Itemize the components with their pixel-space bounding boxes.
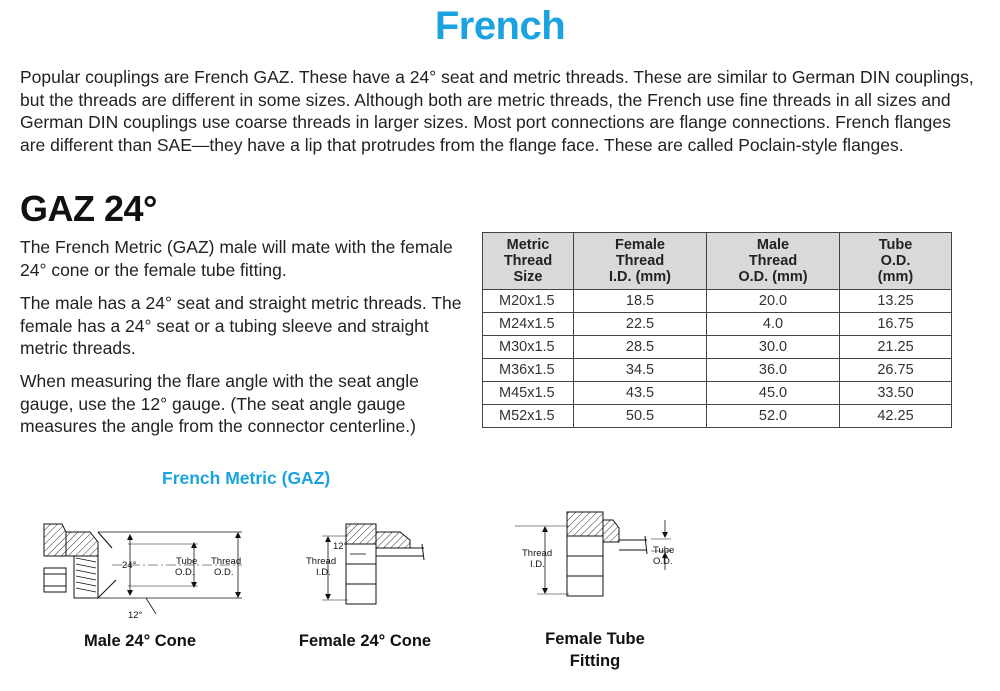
- cell-thread-size: M20x1.5: [483, 290, 574, 313]
- cell-tube-od: 16.75: [840, 313, 952, 336]
- intro-paragraph: Popular couplings are French GAZ. These have a 24° seat and metric threads. These are similar to German DIN couplings, but the threads are different in some sizes. Although both are metric threads, the French use fine threads in all sizes and German DIN couplings use coarse threads in larger sizes. Most port connections are flange connections. French flanges are different than SAE—they have a lip that protrudes from the flange face. These are called Poclain-style flanges.: [20, 67, 974, 155]
- diagram-title: French Metric (GAZ): [162, 468, 331, 488]
- cell-thread-size: M45x1.5: [483, 382, 574, 405]
- caption-female-24-cone: Female 24° Cone: [298, 632, 432, 650]
- caption-male-24-cone: Male 24° Cone: [83, 632, 197, 650]
- female-tube-thread-label-line2: I.D.: [530, 559, 545, 570]
- table-row: [483, 382, 952, 405]
- cell-thread-size: M52x1.5: [483, 405, 574, 428]
- gauge-12-label: 12°: [128, 610, 143, 621]
- header-line: O.D. (mm): [738, 269, 808, 285]
- tube-od-label-line1: Tube: [176, 556, 198, 567]
- angle-12-label: 12°: [333, 541, 348, 552]
- cell-female-id: 43.5: [574, 382, 707, 405]
- cell-male-od: 36.0: [707, 359, 840, 382]
- paragraph-gauge: When measuring the flare angle with the seat angle gauge, use the 12° gauge. (The seat angle gauge measures the angle from the connector centerline.): [20, 371, 419, 436]
- header-female-thread-id: [574, 233, 707, 290]
- cell-male-od: 30.0: [707, 336, 840, 359]
- header-line: I.D. (mm): [608, 269, 672, 285]
- thread-od-label-line2: O.D.: [214, 567, 234, 578]
- cell-thread-size: M30x1.5: [483, 336, 574, 359]
- header-line: Female: [615, 237, 665, 253]
- header-line: Size: [513, 269, 543, 285]
- section-heading: GAZ 24°: [20, 188, 157, 229]
- page-title: French: [434, 4, 566, 48]
- thread-id-label-line2: I.D.: [316, 567, 331, 578]
- male-24-cone-drawing: [36, 510, 256, 622]
- female-24-cone-drawing: [300, 518, 430, 620]
- cell-female-id: 50.5: [574, 405, 707, 428]
- table-row: [483, 405, 952, 428]
- female-tube-od-label-line2: O.D.: [653, 556, 673, 567]
- paragraph-seat: The male has a 24° seat and straight metric threads. The female has a 24° seat or a tubing sleeve and straight metric threads.: [20, 293, 462, 358]
- caption-line: Fitting: [569, 652, 621, 670]
- male-fitting-body: [44, 524, 116, 598]
- caption-female-tube-fitting: [515, 628, 675, 672]
- cell-male-od: 20.0: [707, 290, 840, 313]
- female-tube-nut-body: [567, 512, 619, 596]
- caption-line: Female Tube: [545, 630, 645, 648]
- cell-thread-size: M24x1.5: [483, 313, 574, 336]
- header-line: O.D.: [880, 253, 911, 269]
- table-row: [483, 359, 952, 382]
- cell-tube-od: 42.25: [840, 405, 952, 428]
- female-nut-body: [346, 524, 410, 604]
- table-header: [483, 233, 952, 290]
- table-row: [483, 290, 952, 313]
- header-metric-thread-size: [483, 233, 574, 290]
- cell-male-od: 4.0: [707, 313, 840, 336]
- thread-id-label-line1: Thread: [306, 556, 337, 567]
- header-line: Thread: [615, 253, 665, 269]
- header-line: Tube: [878, 237, 913, 253]
- table-row: [483, 313, 952, 336]
- table-header-row: [483, 233, 952, 290]
- header-line: Thread: [503, 253, 553, 269]
- table-body: [483, 290, 952, 428]
- header-line: Metric: [506, 237, 550, 253]
- cell-tube-od: 13.25: [840, 290, 952, 313]
- cell-female-id: 22.5: [574, 313, 707, 336]
- table-row: [483, 336, 952, 359]
- header-tube-od: [840, 233, 952, 290]
- header-line: Thread: [748, 253, 798, 269]
- cell-male-od: 45.0: [707, 382, 840, 405]
- cell-tube-od: 21.25: [840, 336, 952, 359]
- cell-male-od: 52.0: [707, 405, 840, 428]
- angle-24-marker: [127, 534, 156, 614]
- header-male-thread-od: [707, 233, 840, 290]
- cell-tube-od: 33.50: [840, 382, 952, 405]
- thread-od-label-line1: Thread: [211, 556, 242, 567]
- cell-thread-size: M36x1.5: [483, 359, 574, 382]
- cell-female-id: 34.5: [574, 359, 707, 382]
- female-tube-fitting-drawing: [515, 502, 685, 602]
- header-line: (mm): [877, 269, 914, 285]
- cell-female-id: 18.5: [574, 290, 707, 313]
- paragraph-mating: The French Metric (GAZ) male will mate with the female 24° cone or the female tube fitting.: [20, 237, 453, 280]
- tube-od-label-line2: O.D.: [175, 567, 195, 578]
- female-tube-tube-lines: [619, 536, 647, 554]
- female-tube-thread-label-line1: Thread: [522, 548, 553, 559]
- female-tube-od-label-line1: Tube: [653, 545, 675, 556]
- header-line: Male: [756, 237, 790, 253]
- angle-24-label: 24°: [122, 560, 137, 571]
- cell-tube-od: 26.75: [840, 359, 952, 382]
- thread-size-table: [482, 232, 952, 428]
- cell-female-id: 28.5: [574, 336, 707, 359]
